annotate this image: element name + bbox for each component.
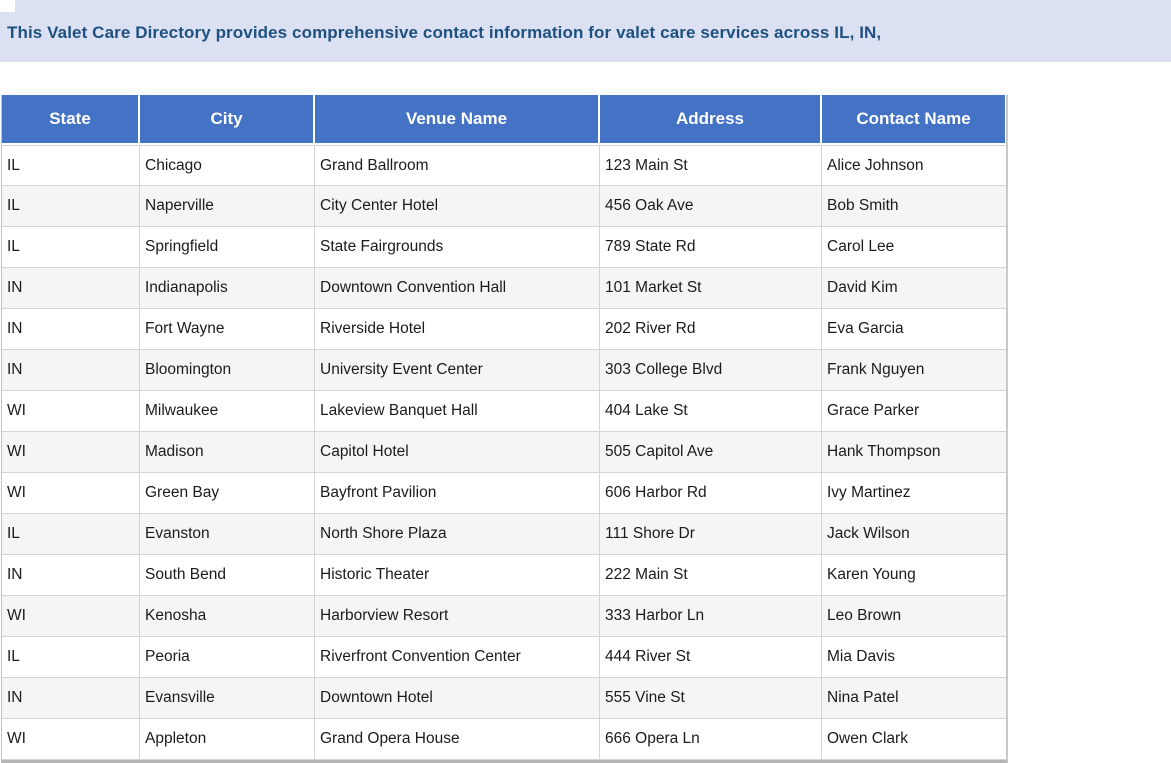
table-row [2, 514, 1006, 555]
title-banner [0, 0, 1171, 62]
cell-venue-name: North Shore Plaza [315, 514, 600, 555]
cell-contact-name: Alice Johnson [822, 145, 1006, 186]
cell-contact-name: Mia Davis [822, 637, 1006, 678]
table-row [2, 637, 1006, 678]
table-row [2, 678, 1006, 719]
cell-state: IN [2, 268, 140, 309]
cell-city: Evanston [140, 514, 315, 555]
cell-contact-name: David Kim [822, 268, 1006, 309]
cell-state: WI [2, 391, 140, 432]
column-header-state: State [2, 95, 140, 145]
cell-contact-name: Grace Parker [822, 391, 1006, 432]
cell-state: IN [2, 309, 140, 350]
cell-venue-name: Capitol Hotel [315, 432, 600, 473]
table-row [2, 227, 1006, 268]
cell-contact-name: Nina Patel [822, 678, 1006, 719]
cell-venue-name: Riverfront Convention Center [315, 637, 600, 678]
cell-contact-name: Jack Wilson [822, 514, 1006, 555]
cell-contact-name: Leo Brown [822, 596, 1006, 637]
cell-contact-name: Frank Nguyen [822, 350, 1006, 391]
cell-venue-name: Downtown Convention Hall [315, 268, 600, 309]
cell-city: Evansville [140, 678, 315, 719]
column-header-venue-name: Venue Name [315, 95, 600, 145]
cell-venue-name: University Event Center [315, 350, 600, 391]
cell-address: 444 River St [600, 637, 822, 678]
banner-corner-notch [0, 0, 15, 12]
cell-contact-name: Bob Smith [822, 186, 1006, 227]
cell-city: Madison [140, 432, 315, 473]
cell-state: IL [2, 186, 140, 227]
cell-venue-name: Grand Opera House [315, 719, 600, 760]
cell-venue-name: Harborview Resort [315, 596, 600, 637]
cell-address: 456 Oak Ave [600, 186, 822, 227]
cell-venue-name: Lakeview Banquet Hall [315, 391, 600, 432]
cell-address: 111 Shore Dr [600, 514, 822, 555]
cell-contact-name: Carol Lee [822, 227, 1006, 268]
cell-city: Chicago [140, 145, 315, 186]
table-row [2, 596, 1006, 637]
table-row [2, 186, 1006, 227]
cell-city: Bloomington [140, 350, 315, 391]
table-body [2, 145, 1006, 760]
header-row [2, 95, 1006, 145]
cell-address: 789 State Rd [600, 227, 822, 268]
cell-city: South Bend [140, 555, 315, 596]
cell-address: 555 Vine St [600, 678, 822, 719]
table-row [2, 145, 1006, 186]
column-header-city: City [140, 95, 315, 145]
cell-city: Fort Wayne [140, 309, 315, 350]
cell-address: 303 College Blvd [600, 350, 822, 391]
cell-state: IL [2, 145, 140, 186]
table-row [2, 432, 1006, 473]
cell-venue-name: Historic Theater [315, 555, 600, 596]
cell-state: IN [2, 350, 140, 391]
cell-venue-name: City Center Hotel [315, 186, 600, 227]
table-row [2, 268, 1006, 309]
cell-state: IL [2, 514, 140, 555]
cell-address: 666 Opera Ln [600, 719, 822, 760]
cell-contact-name: Eva Garcia [822, 309, 1006, 350]
cell-city: Kenosha [140, 596, 315, 637]
cell-state: IN [2, 678, 140, 719]
cell-state: IL [2, 637, 140, 678]
table-row [2, 473, 1006, 514]
table-row [2, 391, 1006, 432]
cell-venue-name: Bayfront Pavilion [315, 473, 600, 514]
cell-address: 606 Harbor Rd [600, 473, 822, 514]
cell-contact-name: Hank Thompson [822, 432, 1006, 473]
column-header-address: Address [600, 95, 822, 145]
column-header-contact-name: Contact Name [822, 95, 1006, 145]
cell-state: WI [2, 719, 140, 760]
cell-venue-name: Riverside Hotel [315, 309, 600, 350]
cell-city: Milwaukee [140, 391, 315, 432]
cell-address: 202 River Rd [600, 309, 822, 350]
cell-venue-name: State Fairgrounds [315, 227, 600, 268]
cell-address: 333 Harbor Ln [600, 596, 822, 637]
cell-address: 505 Capitol Ave [600, 432, 822, 473]
cell-city: Peoria [140, 637, 315, 678]
table-row [2, 350, 1006, 391]
valet-directory-table [1, 95, 1008, 763]
table-header [2, 95, 1006, 145]
cell-address: 404 Lake St [600, 391, 822, 432]
cell-address: 222 Main St [600, 555, 822, 596]
cell-address: 101 Market St [600, 268, 822, 309]
cell-city: Indianapolis [140, 268, 315, 309]
cell-state: IL [2, 227, 140, 268]
cell-contact-name: Ivy Martinez [822, 473, 1006, 514]
cell-contact-name: Owen Clark [822, 719, 1006, 760]
cell-city: Green Bay [140, 473, 315, 514]
cell-city: Appleton [140, 719, 315, 760]
table-row [2, 555, 1006, 596]
table-row [2, 309, 1006, 350]
cell-state: IN [2, 555, 140, 596]
cell-city: Naperville [140, 186, 315, 227]
cell-address: 123 Main St [600, 145, 822, 186]
page-title: This Valet Care Directory provides comprehensive contact information for valet care services across IL, IN, [7, 23, 882, 42]
cell-state: WI [2, 473, 140, 514]
table-row [2, 719, 1006, 760]
cell-venue-name: Downtown Hotel [315, 678, 600, 719]
cell-city: Springfield [140, 227, 315, 268]
cell-state: WI [2, 432, 140, 473]
cell-contact-name: Karen Young [822, 555, 1006, 596]
cell-venue-name: Grand Ballroom [315, 145, 600, 186]
cell-state: WI [2, 596, 140, 637]
